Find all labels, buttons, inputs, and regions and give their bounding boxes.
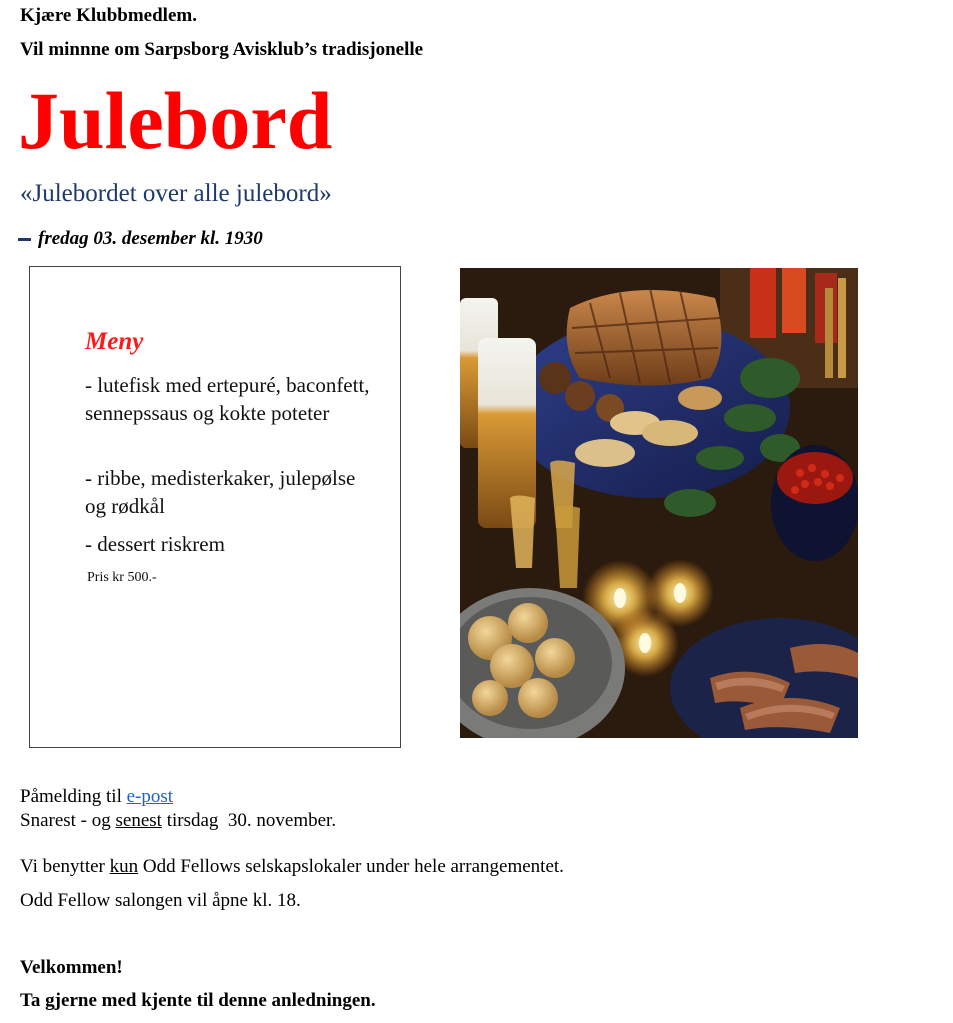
venue-suffix: Odd Fellows selskapslokaler under hele arrangementet. (138, 856, 564, 877)
event-date (18, 228, 263, 250)
page-title: Julebord (18, 75, 333, 166)
event-date-text: fredag 03. desember kl. 1930 (38, 228, 263, 249)
venue-prefix: Vi benytter (20, 856, 110, 877)
menu-item: - ribbe, medisterkaker, julepølse og rødkål (85, 466, 356, 518)
email-link[interactable]: e-post (126, 786, 174, 807)
menu-item: - dessert riskrem (85, 532, 225, 556)
subtitle: «Julebordet over alle julebord» (20, 180, 332, 207)
dash-icon (18, 238, 31, 241)
food-photo-illustration (460, 268, 858, 738)
christmas-food-photo (460, 268, 858, 738)
signup-text: Påmelding til (20, 786, 122, 807)
menu-item: - lutefisk med ertepuré, baconfett, sennepssaus og kokte poteter (85, 373, 370, 425)
deadline-line (20, 810, 336, 832)
greeting: Kjære Klubbmedlem. (20, 5, 197, 26)
menu-price: Pris kr 500.- (87, 570, 157, 585)
signup-line (20, 786, 173, 808)
deadline-suffix: tirsdag 30. november. (161, 810, 337, 831)
venue-emphasis: kun (109, 856, 139, 877)
menu-heading: Meny (85, 328, 144, 355)
opening-line: Odd Fellow salongen vil åpne kl. 18. (20, 890, 301, 911)
deadline-prefix: Snarest - og (20, 810, 116, 831)
bring-guests-text: Ta gjerne med kjente til denne anledningen. (20, 990, 376, 1011)
venue-line (20, 856, 564, 878)
welcome-text: Velkommen! (20, 957, 123, 978)
reminder-text: Vil minnne om Sarpsborg Avisklub’s tradisjonelle (20, 39, 424, 60)
deadline-emphasis: senest (115, 810, 162, 831)
